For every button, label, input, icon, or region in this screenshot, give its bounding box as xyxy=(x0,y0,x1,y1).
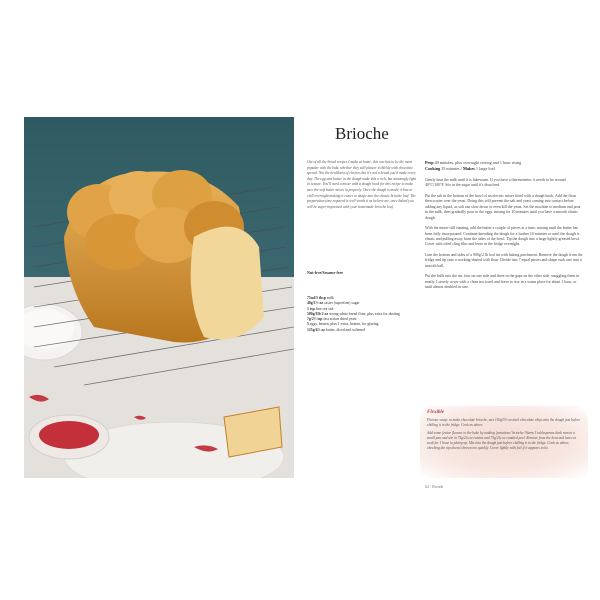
brioche-illustration xyxy=(24,117,294,478)
makes-value: 1 large loaf xyxy=(475,165,495,171)
ingredients-list xyxy=(307,296,419,333)
ingredient-name: strong white bread flour, plus extra for dusting xyxy=(329,311,400,316)
ingredient-qty: 500g/1lb 2 oz xyxy=(307,311,329,316)
ingredient-name: caster (superfine) sugar xyxy=(323,301,360,306)
ingredient-name: fine sea salt xyxy=(315,306,334,311)
ingredient-qty: 5 xyxy=(307,322,309,327)
ingredient-name: fast action dried yeast xyxy=(323,317,357,322)
method-step: Put the salt in the bottom of the bowl of an electric mixer fitted with a dough hook. Add the flour then scatter over the yeast. Doing this will prevent the salt and yeast coming into contact before adding any liquid, as salt can slow down or even kill the yeast. Set the machine to medium and pour in the milk, then gradually pour in the eggs, mixing for 10 minutes until you have a smooth elastic dough. xyxy=(425,194,581,220)
flexible-title: Flexible xyxy=(427,410,444,415)
prep-label: Prep xyxy=(425,160,434,165)
recipe-title: Brioche xyxy=(335,124,389,143)
ingredient-qty: 75ml/5 tbsp xyxy=(307,296,326,300)
flexible-text xyxy=(427,418,582,454)
ingredient-name: milk xyxy=(326,296,334,300)
cooking-label: Cooking xyxy=(425,165,441,171)
intro-paragraph: Out of all the bread recipes I make at home, this one has to be the most popular with the kids, whether they still plaster it thickly with chocolate spread. Not the healthiest of choices but it's not a bread you'd make every day. The egg and butter in the dough make this a rich, but amazingly light in texture. You'll need a mixer with a dough hook for this recipe to make sure the soft butter mixes in properly. Once the dough is made, it has to chill overnight making it easier to shape into the classic brioche loaf. The preparation time required is well worth it as believe me, once baked you will be super-impressed with your homemade brioche loaf. xyxy=(307,160,417,209)
ingredient-item xyxy=(307,328,419,333)
flexible-paragraph: Flavour swap: to make chocolate brioche, mix 150g/5½ oz dark chocolate chips into the dough just before chilling it in the fridge. Cook as above. xyxy=(427,418,581,427)
ingredient-qty: 125g/4½ oz xyxy=(307,327,325,332)
method-step: Line the bottom and sides of a 900g/2 lb loaf tin with baking parchment. Remove the dough from the fridge and tip onto a working-dusted with flour. Divide into 7 equal pieces and shape each one into a smooth ball. xyxy=(425,253,583,268)
method-step: With the mixer still running, add the butter a couple of pieces at a time, mixing until the butter has been fully incorporated. Continue kneading the dough for a further 10 minutes or until the dough is elastic and pulling away from the sides of the bowl. Tip the dough into a large lightly greased bowl. Cover with oiled cling film and leave in the fridge overnight. xyxy=(425,226,581,247)
page-footer: 62 / Breads xyxy=(425,484,444,489)
method-step: Put the balls into the tin, four on one side and three in the gaps on the other side, snuggling them in neatly. Loosely cover with a clean tea towel and leave to rise in a warm place for about 1 hour, or until almost doubled in size. xyxy=(425,274,580,290)
ingredient-name: eggs, beaten, plus 1 extra, beaten, for glazing xyxy=(309,322,379,327)
ingredient-qty: 1 tsp xyxy=(307,306,315,311)
prep-value: 40 minutes, plus overnight resting and 1 hour rising xyxy=(434,160,522,165)
recipe-meta: Prep 40 minutes, plus overnight resting and 1 hour rising Cooking 35 minutes / Makes 1 large loaf xyxy=(425,160,522,171)
cooking-value: 35 minutes xyxy=(441,165,460,171)
flexible-paragraph: Add some festive flavour to the bake by making 'panettone' brioche. Warm 3 tablespoons dark rum in a small pan and stir in 75g/2¾ oz raisins and 75g/2¾ oz candied peel. Remove from the heat and leave to soak for 1 hour to plump up. Mix into the dough just before chilling it in the fridge. Cook as above, checking the top doesn't brown too quickly. Cover lightly with foil if it appears to be. xyxy=(427,431,577,450)
dietary-label: Nut-free/Sesame-free xyxy=(307,270,344,275)
ingredient-qty: 40g/1½ oz xyxy=(307,301,324,306)
makes-label: Makes xyxy=(462,165,475,171)
method-step: Gently heat the milk until it is lukewarm. If you have a thermometer, it needs to be around 40°C/100°F. Stir in the sugar until it's dissolved. xyxy=(425,178,566,188)
ingredient-name: butter, diced and softened xyxy=(325,327,365,332)
ingredient-qty: 7g/2½ tsp xyxy=(307,317,323,322)
recipe-intro xyxy=(307,160,419,214)
brioche-photo xyxy=(24,117,294,478)
recipe-method xyxy=(425,178,583,296)
